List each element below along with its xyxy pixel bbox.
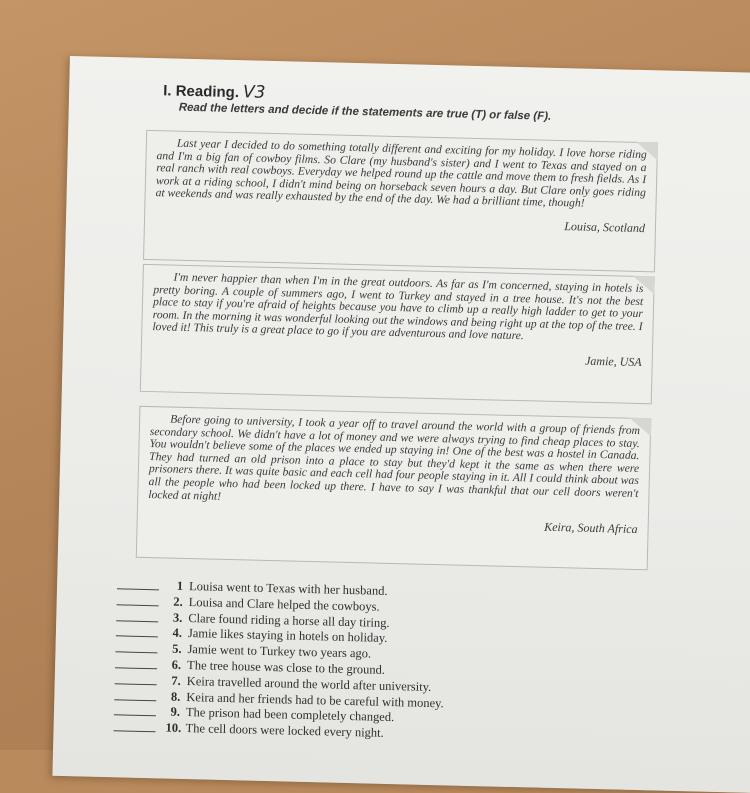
page-fold-icon [629, 418, 651, 437]
section-title-text: I. Reading. [162, 82, 240, 102]
letter-signature: Jamie, USA [584, 353, 642, 370]
answer-blank[interactable] [115, 656, 157, 669]
statement-number: 5. [171, 641, 182, 657]
statement-text: Louisa and Clare helped the cowboys. [188, 594, 380, 614]
statement-number: 1 [176, 578, 184, 593]
page-fold-icon [636, 142, 658, 161]
letter-jamie [140, 264, 655, 404]
statement-text: Louisa went to Texas with her husband. [188, 579, 388, 598]
variant-handwritten: V3 [242, 82, 266, 103]
letter-signature: Keira, South Africa [544, 519, 638, 537]
answer-blank[interactable] [117, 577, 159, 590]
answer-blank[interactable] [114, 719, 156, 732]
statement-text: Keira travelled around the world after university. [186, 673, 432, 694]
statement-text: The prison had been completely changed. [185, 705, 395, 725]
section-title [163, 80, 266, 102]
statement-text: The cell doors were locked every night. [185, 721, 384, 741]
statement-text: The tree house was close to the ground. [186, 658, 386, 677]
statement-text: Jamie went to Turkey two years ago. [187, 642, 372, 661]
statement-number: 3. [172, 610, 183, 625]
answer-blank[interactable] [116, 609, 158, 622]
letter-keira [136, 406, 652, 570]
answer-blank[interactable] [114, 688, 156, 701]
worksheet [52, 56, 750, 793]
letter-text: I'm never happier than when I'm in the great outdoors. As far as I'm concerned, staying in hotels is pretty boring. A couple of summers ago, I went to Turkey and stayed in a tree house. It's not the best place to stay if you're afraid of heights because you have to climb up a really high ladder to get to your room. In the morning it was wonderful looking out the windows and being right up at the top of the tree. I loved it! This truly is a great place to go if you are adventurous and love nature. [152, 270, 644, 343]
statement-text: Clare found riding a horse all day tiring. [188, 610, 390, 630]
letter-louisa [143, 130, 658, 272]
statement-text: Jamie likes staying in hotels on holiday. [187, 626, 388, 646]
answer-blank[interactable] [116, 625, 158, 638]
statement-number: 2. [173, 594, 183, 609]
letter-text: Before going to university, I took a year off to travel around the world with a group of friends from secondary school. We didn't have a lot of money and we were always trying to find cheap places to stay. You wouldn't believe some of the places we ended up staying in! One of the best was a hostel in Canada. They had turned an old prison into a place to stay but they'd kept it the same as when there were prisoners there. It was quite basic and each cell had four people staying in it. All I could think about was all the people who had been locked up there. I have to say I was thankful that our cell doors weren't locked at night! [148, 412, 641, 503]
answer-blank[interactable] [117, 593, 159, 606]
answer-blank[interactable] [115, 672, 157, 685]
letter-text: Last year I decided to do something totally different and exciting for my holiday. I love horse riding and I'm a big fan of cowboy films. So Clare (my husband's sister) and I went to Texas and stayed on a real ranch with real cowboys. Everyday we helped round up the cattle and move them to fresh fields. As I work at a riding school, I didn't mind being on horseback seven hours a day. But Clare only goes riding at weekends and was really exhausted by the end of the day. We had a brilliant time, though! [155, 136, 647, 210]
instructions: Read the letters and decide if the statements are true (T) or false (F). [178, 101, 552, 123]
statement-number: 4. [172, 626, 183, 641]
statement-number: 9. [170, 705, 181, 720]
statement-number: 6. [171, 657, 182, 672]
page-fold-icon [632, 276, 654, 295]
letter-signature: Louisa, Scotland [564, 219, 646, 236]
statement-number: 7. [171, 673, 181, 688]
answer-blank[interactable] [115, 640, 157, 653]
statement-list [113, 577, 677, 749]
statement-number: 8. [170, 689, 181, 704]
statement-text: Keira and her friends had to be careful with money. [186, 689, 444, 710]
statement-number: 10. [165, 720, 182, 736]
answer-blank[interactable] [114, 704, 156, 717]
